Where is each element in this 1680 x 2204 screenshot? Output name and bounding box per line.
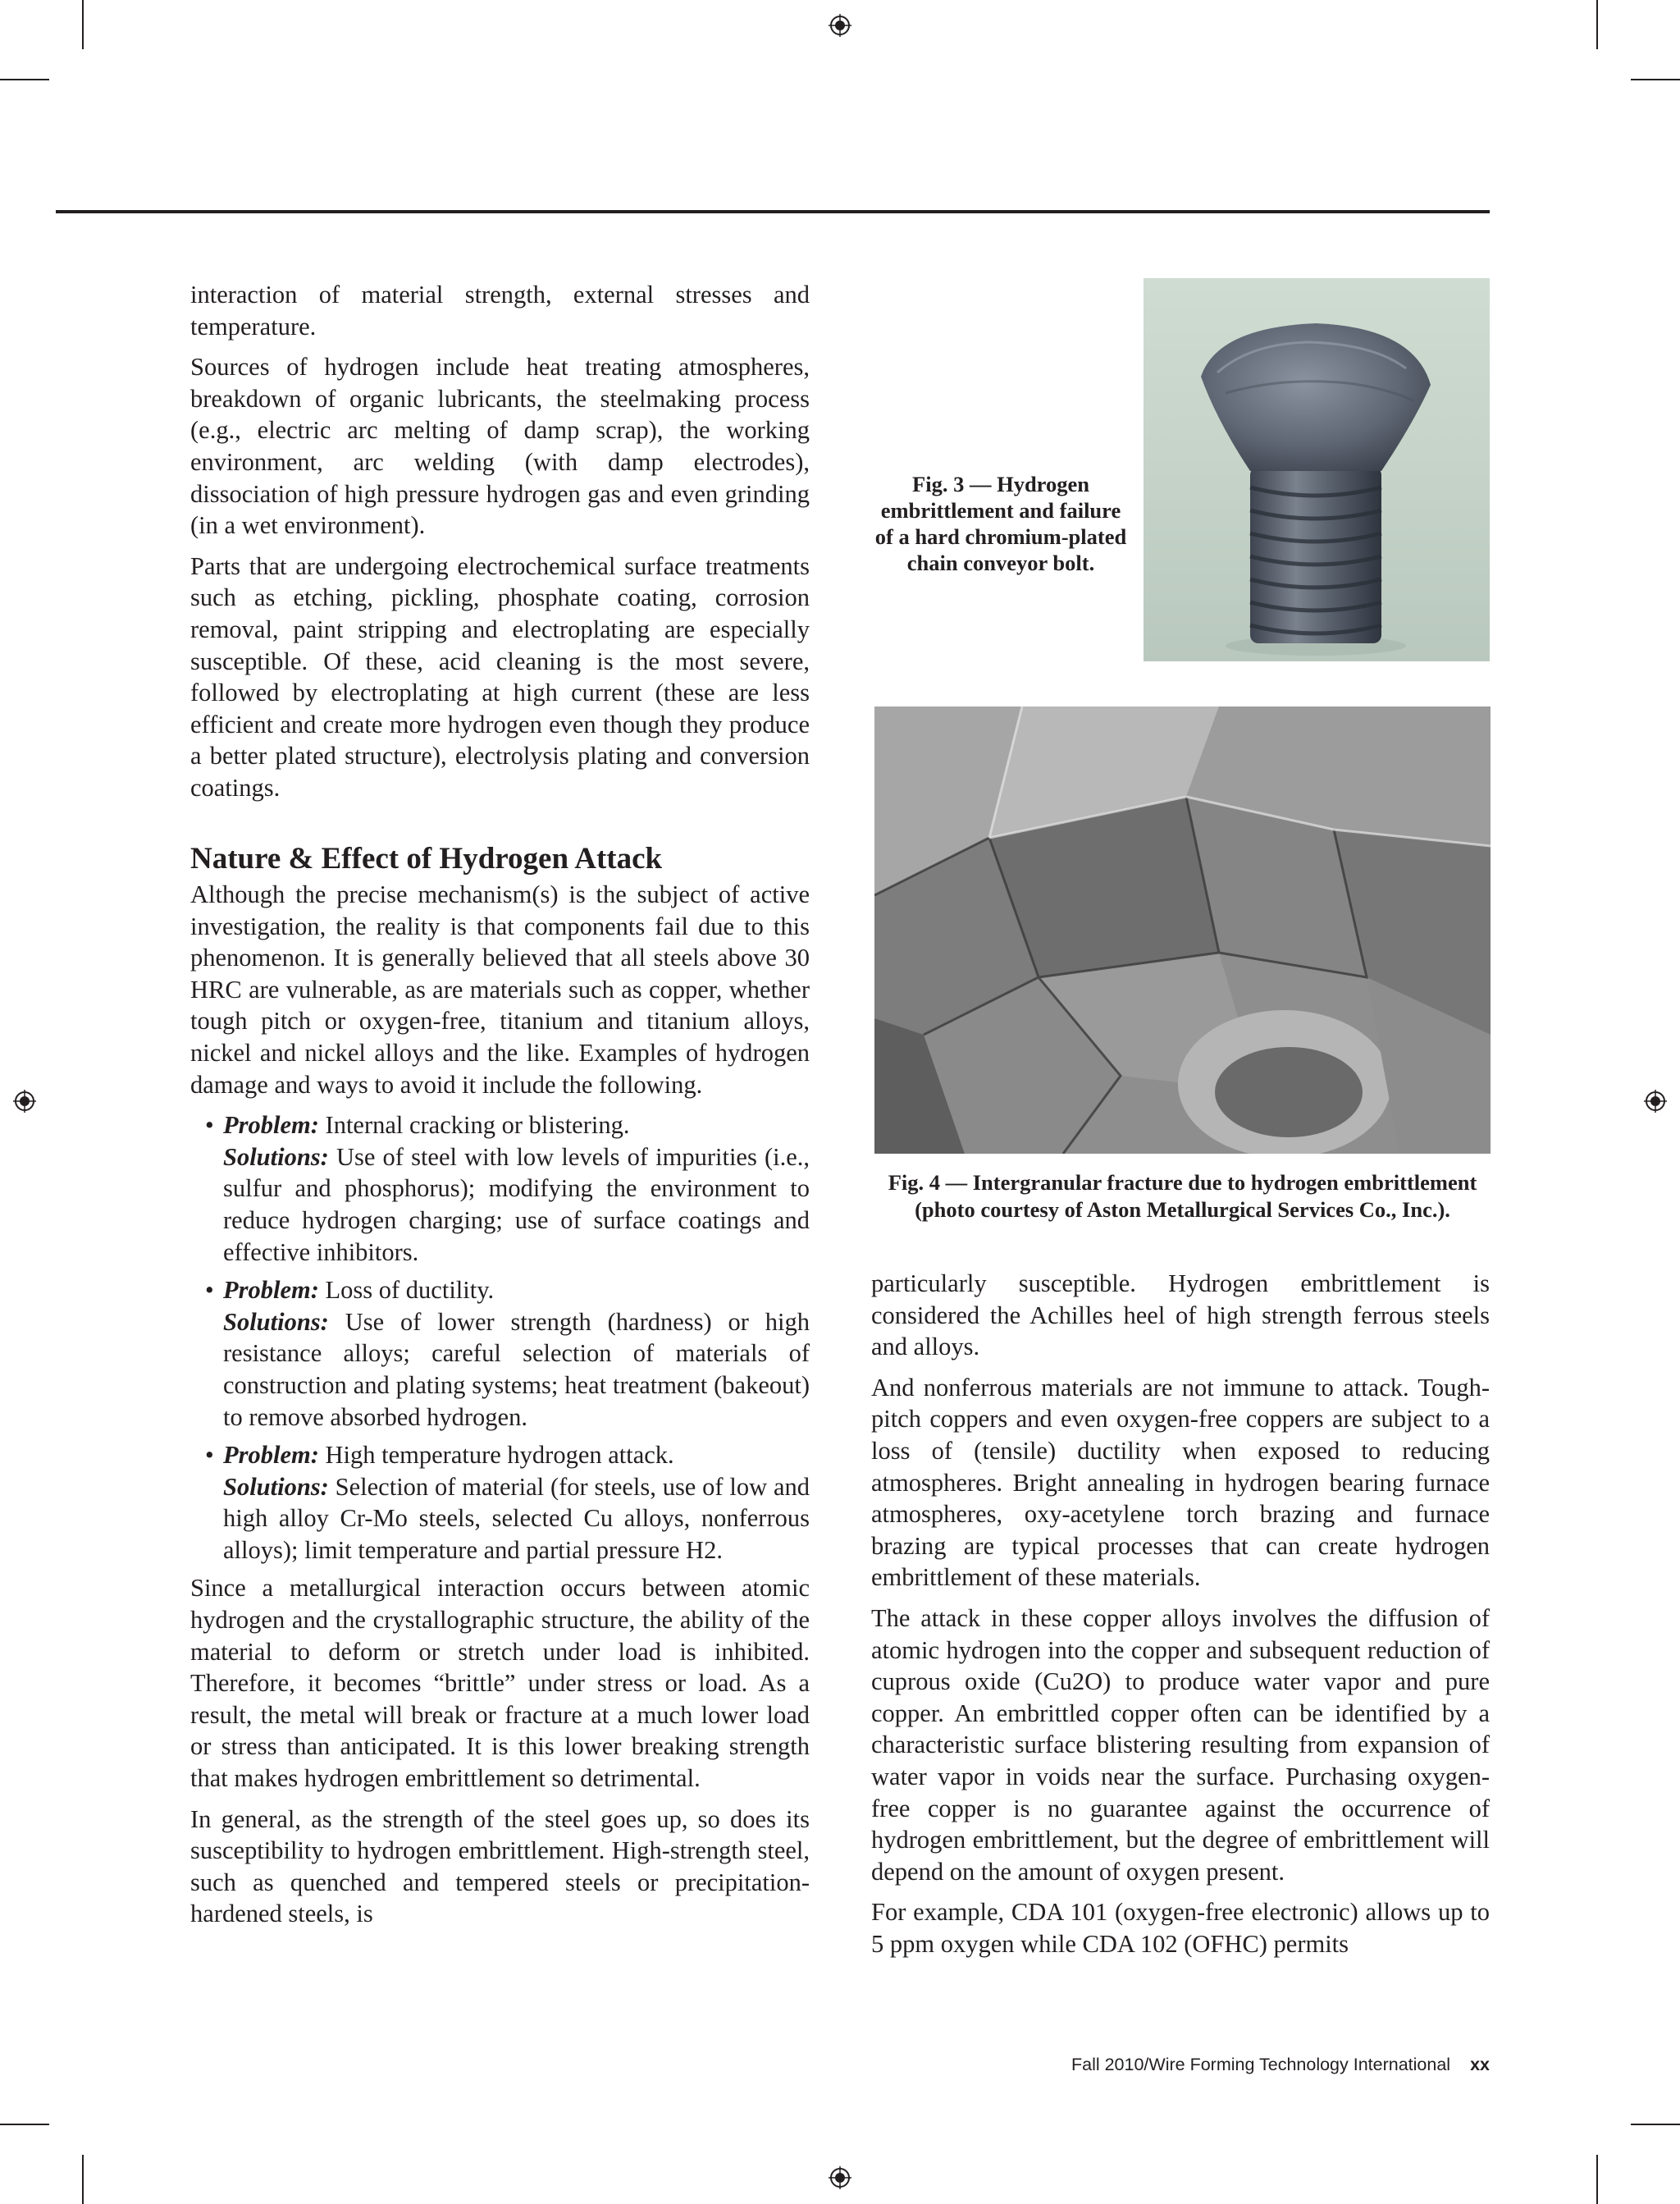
fig4-sem-photo xyxy=(874,706,1491,1154)
solution-line xyxy=(223,1141,810,1268)
body-paragraph: The attack in these copper alloys involves the diffusion of atomic hydrogen into the copper and subsequent reduction of cuprous oxide (Cu2O) to produce water vapor and pure copper. An embrittled copper often can be identified by a characteristic surface blistering resulting from expansion of water vapor in voids near the surface. Purchasing oxygen-free copper is no guarantee against the occurrence of hydrogen embrittlement, but the degree of embrittlement will depend on the amount of oxygen present. xyxy=(871,1603,1490,1886)
problem-text: Internal cracking or blistering. xyxy=(325,1111,630,1140)
crop-mark xyxy=(0,79,49,80)
problem-label: Problem: xyxy=(223,1276,319,1305)
fig3-caption: Fig. 3 — Hydrogen embrittlement and failure of a hard chromium-plated chain conveyor bolt. xyxy=(874,472,1127,575)
section-heading: Nature & Effect of Hydrogen Attack xyxy=(190,842,663,876)
crop-mark xyxy=(1596,2155,1598,2204)
body-paragraph: Sources of hydrogen include heat treating atmospheres, breakdown of organic lubricants, the steelmaking process (e.g., electric arc melting of damp scrap), the working environment, arc welding (with damp electrodes), dissociation of high pressure hydrogen gas and even grinding (in a wet environment). xyxy=(190,353,810,540)
left-column xyxy=(190,279,810,813)
solutions-text: Use of steel with low levels of impurities (i.e., sulfur and phosphorus); modifying the environment to reduce hydrogen charging; use of surface coatings and effective inhibitors. xyxy=(223,1142,810,1266)
problem-text: Loss of ductility. xyxy=(325,1276,495,1305)
body-paragraph: For example, CDA 101 (oxygen-free electronic) allows up to 5 ppm oxygen while CDA 102 (OFHC) permits xyxy=(871,1898,1490,1958)
registration-mark-icon xyxy=(13,1090,36,1113)
right-column xyxy=(871,1268,1490,1969)
registration-mark-icon xyxy=(829,14,851,37)
fig4-caption: Fig. 4 — Intergranular fracture due to hydrogen embrittlement (photo courtesy of Aston Metallurgical Services Co., Inc.). xyxy=(888,1170,1477,1222)
registration-mark-icon xyxy=(1644,1090,1667,1113)
problem-text: High temperature hydrogen attack. xyxy=(325,1441,674,1470)
solution-line xyxy=(223,1471,810,1566)
body-paragraph: And nonferrous materials are not immune to attack. Tough-pitch coppers and even oxygen-free coppers are subject to a loss of (tensile) ductility when exposed to reducing atmospheres. Bright annealing in hydrogen bearing furnace atmospheres, oxy-acetylene torch brazing and furnace brazing are typical processes that can create hydrogen embrittlement of these materials. xyxy=(871,1373,1490,1592)
body-paragraph: interaction of material strength, external stresses and temperature. xyxy=(190,281,810,341)
solutions-label: Solutions: xyxy=(223,1142,329,1171)
body-paragraph: particularly susceptible. Hydrogen embrittlement is considered the Achilles heel of high strength ferrous steels and alloys. xyxy=(871,1269,1490,1361)
problem-item xyxy=(190,1109,810,1268)
sem-fracture-image xyxy=(874,706,1491,1154)
publication-line: Fall 2010/Wire Forming Technology International xyxy=(1071,2055,1451,2074)
crop-mark xyxy=(1631,2124,1680,2125)
body-paragraph: Parts that are undergoing electrochemical surface treatments such as etching, pickling, phosphate coating, corrosion removal, paint stripping and electroplating are especially susceptible. Of these, acid cleaning is the most severe, followed by electroplating at high current (these are less efficient and create more hydrogen even though they produce a better plated structure), electrolysis plating and conversion coatings. xyxy=(190,551,810,802)
crop-mark xyxy=(82,0,84,49)
page-footer xyxy=(870,2055,1490,2075)
page-number: xx xyxy=(1470,2055,1490,2074)
problem-item xyxy=(190,1439,810,1566)
solutions-text: Selection of material (for steels, use of low and high alloy Cr-Mo steels, selected Cu alloys, nonferrous alloys); limit temperature and partial pressure H2. xyxy=(223,1472,810,1564)
crop-mark xyxy=(82,2155,84,2204)
crop-mark xyxy=(1631,79,1680,80)
crop-mark xyxy=(1596,0,1598,49)
solutions-label: Solutions: xyxy=(223,1472,329,1501)
problem-item xyxy=(190,1274,810,1433)
problem-label: Problem: xyxy=(223,1441,319,1470)
section-intro: Although the precise mechanism(s) is the subject of active investigation, the reality is that components fail due to this phenomenon. It is generally believed that all steels above 30 HRC are vulnerable, as are materials such as copper, whether tough pitch or oxygen-free, titanium and titanium alloys, nickel and nickel alloys and the like. Examples of hydrogen damage and ways to avoid it include the following. xyxy=(190,880,810,1099)
solutions-label: Solutions: xyxy=(223,1307,329,1336)
bullet: • xyxy=(205,1111,214,1140)
bolt-image xyxy=(1144,278,1490,661)
registration-mark-icon xyxy=(829,2166,851,2189)
bullet: • xyxy=(205,1441,214,1470)
solution-line xyxy=(223,1306,810,1433)
body-paragraph: Since a metallurgical interaction occurs between atomic hydrogen and the crystallographic structure, the ability of the material to deform or stretch under load is inhibited. Therefore, it becomes “brittle” under stress or load. As a result, the metal will break or fracture at a much lower load or stress than anticipated. It is this lower breaking strength that makes hydrogen embrittlement so detrimental. xyxy=(190,1574,810,1793)
crop-mark xyxy=(0,2124,49,2125)
body-paragraph: In general, as the strength of the steel goes up, so does its susceptibility to hydrogen embrittlement. High-strength steel, such as quenched and tempered steels or precipitation-hardened steels, is xyxy=(190,1804,810,1928)
solutions-text: Use of lower strength (hardness) or high resistance alloys; careful selection of materials of construction and plating systems; heat treatment (bakeout) to remove absorbed hydrogen. xyxy=(223,1307,810,1431)
fig3-bolt-photo xyxy=(1144,278,1490,661)
section-nature-effect xyxy=(190,841,810,1939)
problem-list xyxy=(190,1109,810,1566)
bullet: • xyxy=(205,1276,214,1305)
problem-label: Problem: xyxy=(223,1111,319,1140)
header-rule xyxy=(56,210,1490,213)
